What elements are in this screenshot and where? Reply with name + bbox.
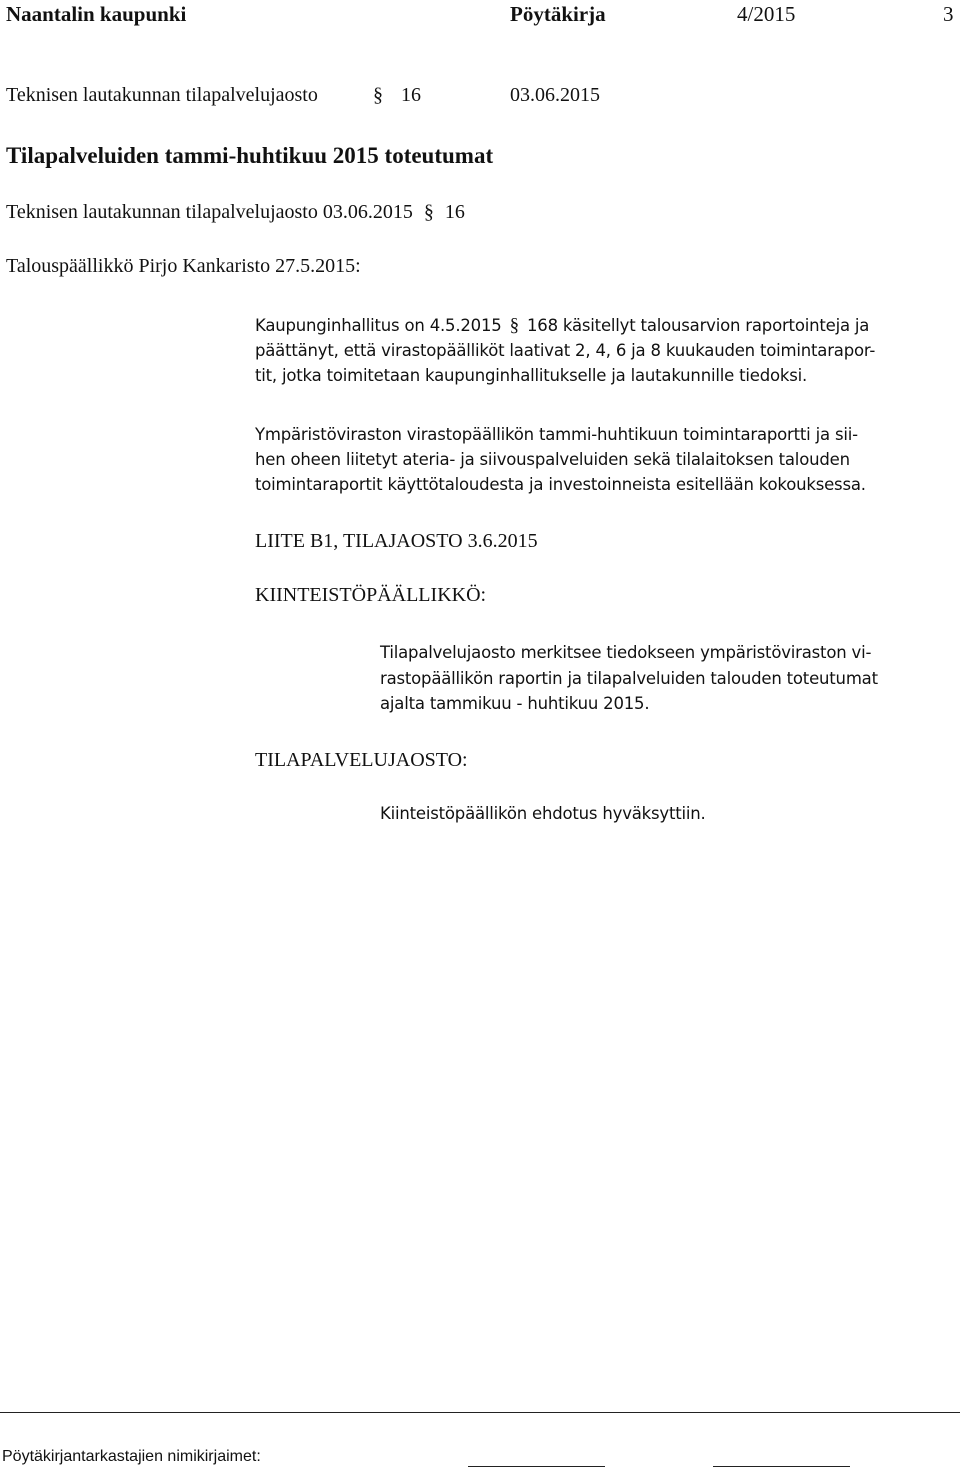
proposal-line: Tilapalvelujaosto merkitsee tiedokseen ympäristöviraston vi-: [380, 643, 872, 662]
section-sign-icon: §: [509, 315, 519, 336]
proposer-label: KIINTEISTÖPÄÄLLIKKÖ:: [255, 584, 487, 606]
meeting-section: 16: [401, 84, 421, 106]
attachment-reference: LIITE B1, TILAJAOSTO 3.6.2015: [255, 530, 538, 552]
paragraph-line: [255, 313, 960, 338]
history-line-1: [6, 201, 465, 224]
paragraph-line: tit, jotka toimitetaan kaupunginhallitukselle ja lautakunnille tiedoksi.: [255, 366, 808, 385]
page-number: 3: [943, 2, 954, 26]
proposal-line: rastopäällikön raportin ja tilapalveluiden talouden toteutumat: [380, 668, 878, 688]
history-line-1-section: 16: [444, 201, 465, 223]
footer-divider: [0, 1412, 960, 1413]
document-type: Pöytäkirja: [510, 2, 606, 26]
municipality-name: Naantalin kaupunki: [6, 2, 187, 26]
paragraph-line-head: Kaupunginhallitus on 4.5.2015: [255, 316, 502, 335]
section-sign-icon: §: [423, 201, 434, 223]
signature-line: [713, 1466, 850, 1467]
paragraph-line: toimintaraportit käyttötaloudesta ja investoinneista esitellään kokouksessa.: [255, 475, 866, 494]
signatures-label: Pöytäkirjantarkastajien nimikirjaimet:: [2, 1448, 261, 1465]
proposal-line: ajalta tammikuu - huhtikuu 2015.: [380, 694, 650, 713]
history-line-1-text: Teknisen lautakunnan tilapalvelujaosto 03.06.2015: [6, 201, 413, 223]
history-line-2: Talouspäällikkö Pirjo Kankaristo 27.5.2015:: [6, 255, 361, 277]
decision-text: Kiinteistöpäällikön ehdotus hyväksyttiin.: [380, 804, 706, 823]
item-title: Tilapalveluiden tammi-huhtikuu 2015 toteutumat: [6, 143, 494, 168]
paragraph-report-presentation: [255, 422, 960, 497]
document-number: 4/2015: [737, 2, 796, 26]
paragraph-line: hen oheen liitetyt ateria- ja siivouspalveluiden sekä tilalaitoksen talouden: [255, 450, 850, 469]
paragraph-line: päättänyt, että virastopäälliköt laativat 2, 4, 6 ja 8 kuukauden toimintarapor-: [255, 341, 876, 360]
signature-line: [468, 1466, 605, 1467]
paragraph-line-rest: 168 käsitellyt talousarvion raportointeja ja: [526, 316, 870, 335]
meeting-date: 03.06.2015: [510, 84, 600, 106]
proposal-text: [380, 640, 960, 717]
meeting-body: Teknisen lautakunnan tilapalvelujaosto: [6, 84, 318, 106]
section-sign-icon: §: [373, 84, 383, 106]
decision-label: TILAPALVELUJAOSTO:: [255, 749, 468, 771]
paragraph-line: Ympäristöviraston virastopäällikön tammi-huhtikuun toimintaraportti ja sii-: [255, 425, 858, 444]
paragraph-reporting: [255, 313, 960, 388]
